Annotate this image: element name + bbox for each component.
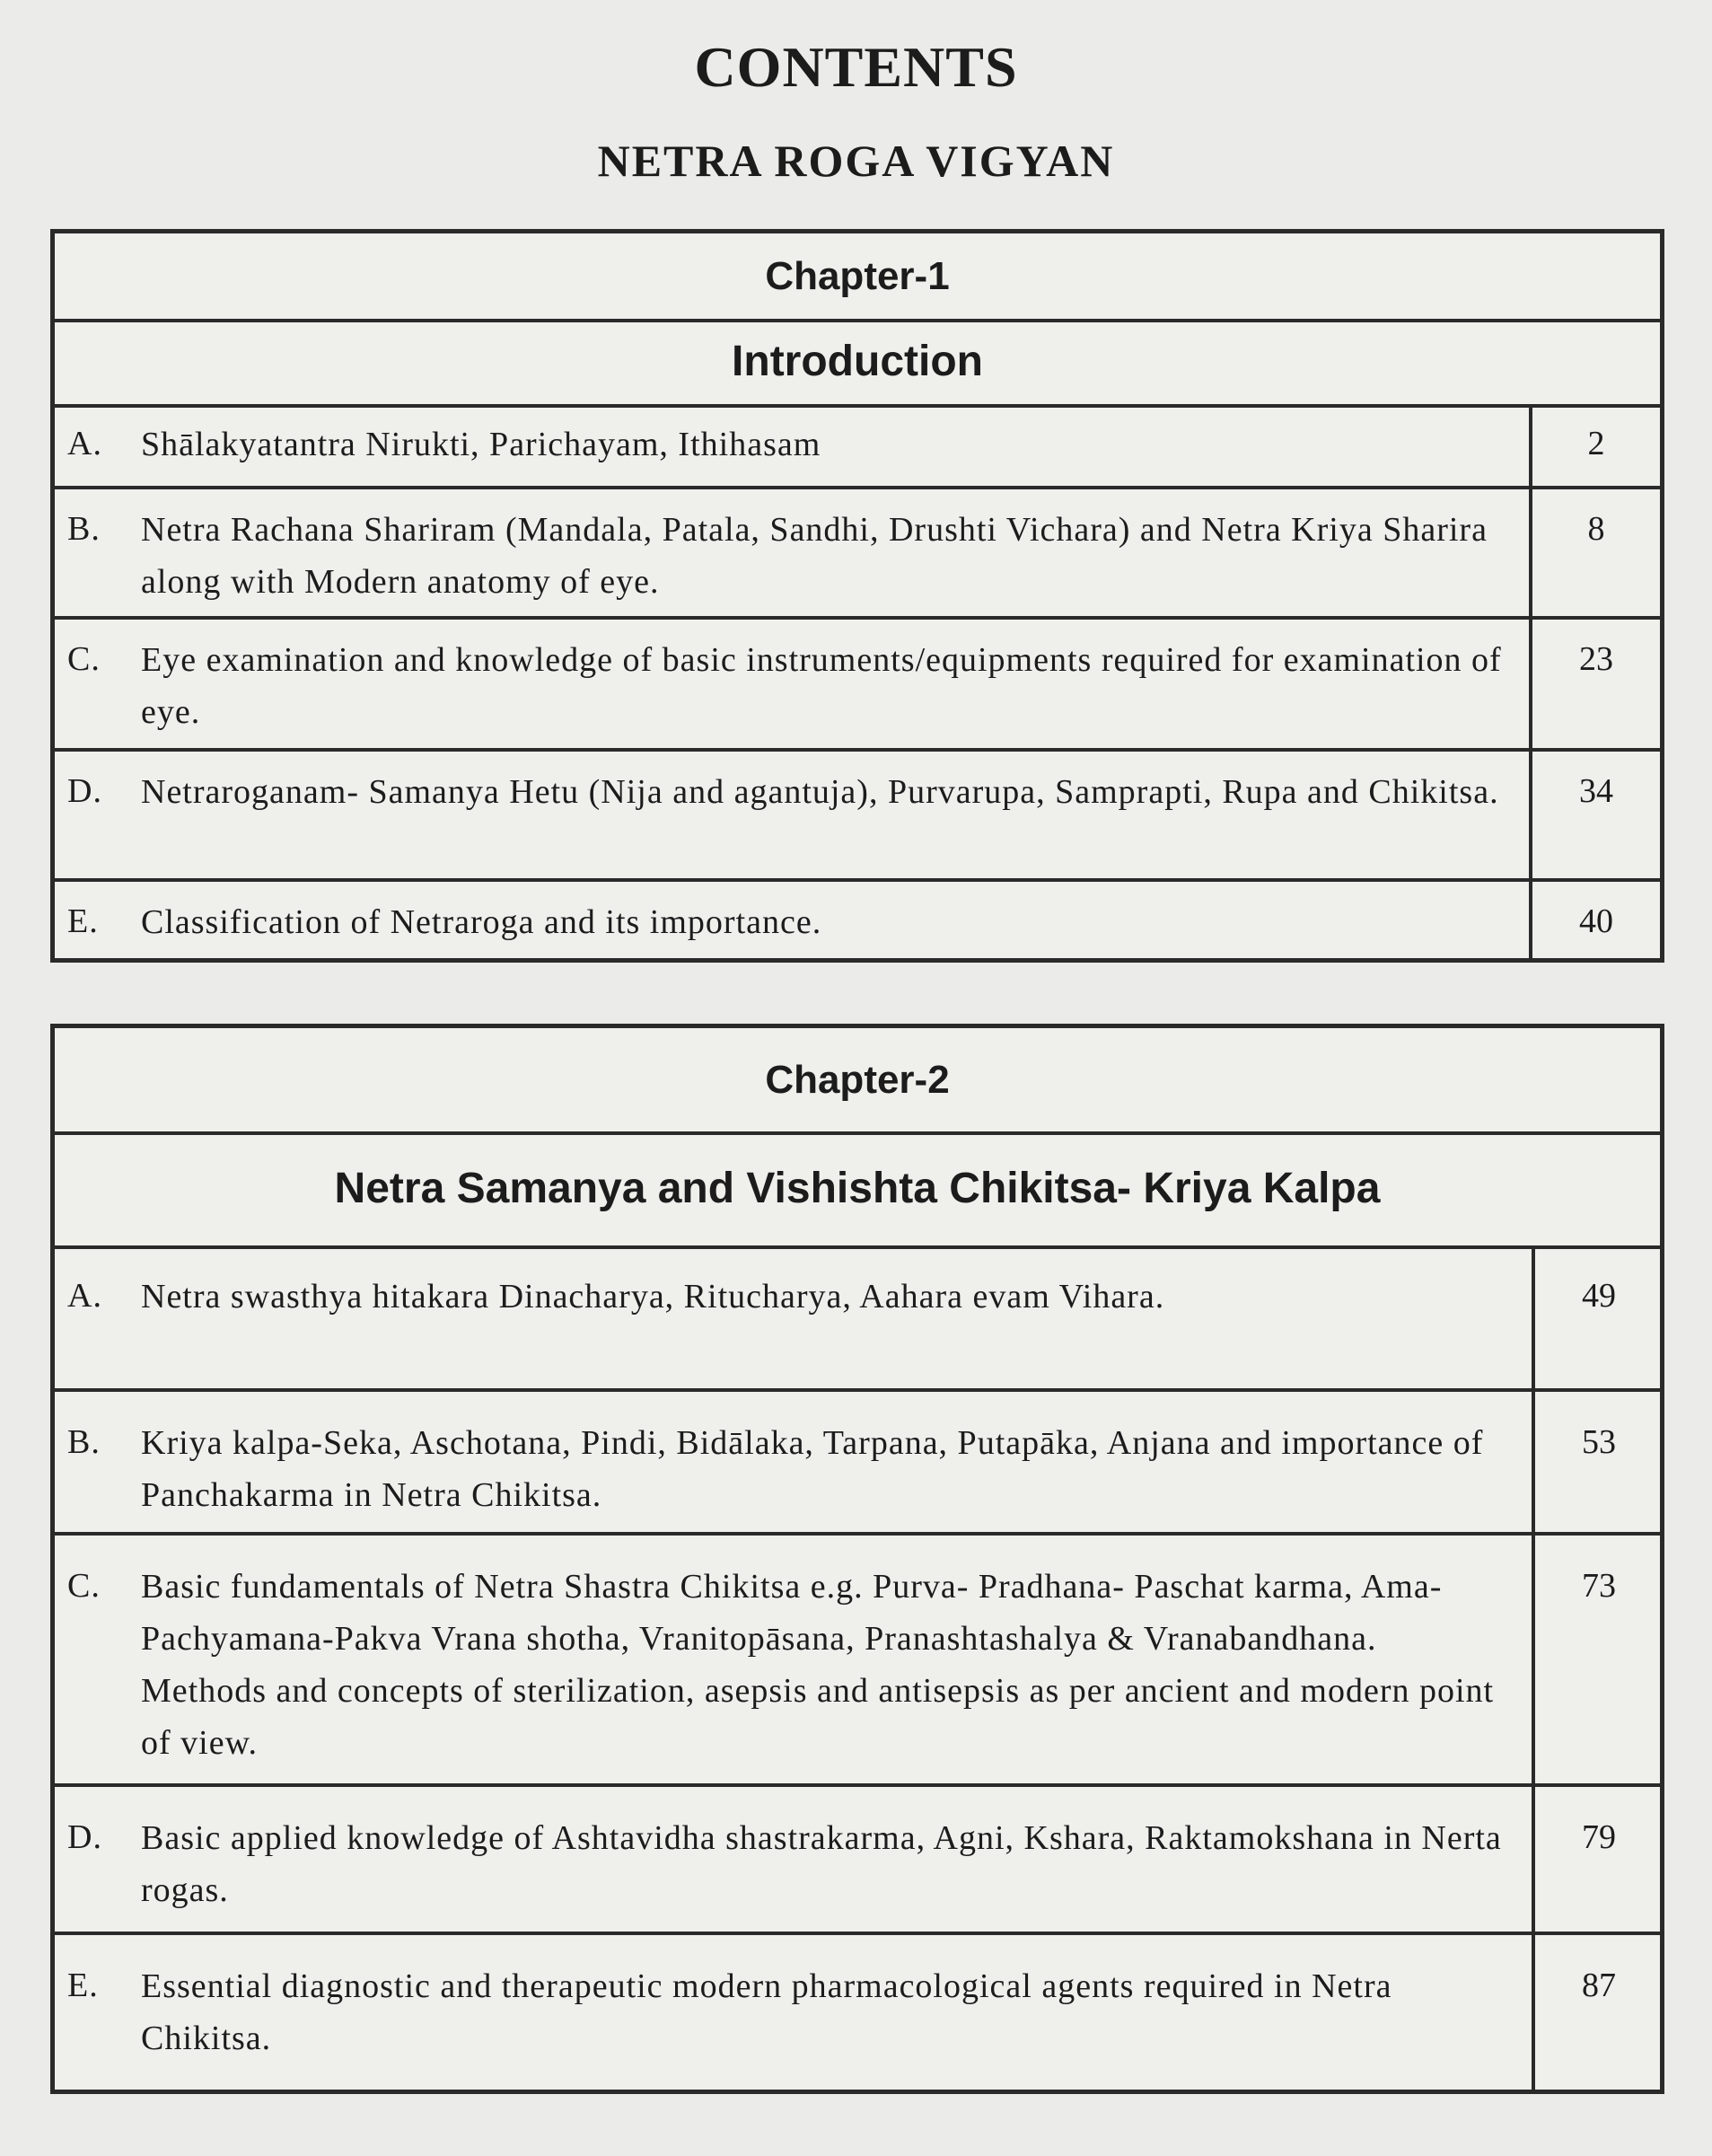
- entry-text: Classification of Netraroga and its importance.: [141, 903, 822, 941]
- entry-text: Netraroganam- Samanya Hetu (Nija and agantuja), Purvarupa, Samprapti, Rupa and Chikitsa.: [141, 773, 1499, 811]
- chapter-2-table: [50, 1024, 1664, 2094]
- toc-entry[interactable]: [55, 1536, 1660, 1787]
- chapter-name: Netra Samanya and Vishishta Chikitsa- Kriya Kalpa: [55, 1131, 1660, 1249]
- toc-entry[interactable]: [55, 1392, 1660, 1536]
- entry-letter: B.: [67, 1423, 101, 1461]
- toc-entry[interactable]: [55, 404, 1660, 489]
- page-number: 8: [1587, 510, 1605, 548]
- chapter-name: Introduction: [55, 319, 1660, 408]
- toc-entry[interactable]: [55, 620, 1660, 752]
- page-subtitle: NETRA ROGA VIGYAN: [597, 136, 1115, 186]
- entry-letter: A.: [67, 1277, 102, 1315]
- entry-letter: E.: [67, 902, 99, 940]
- page-number: 34: [1579, 772, 1613, 810]
- toc-entry[interactable]: [55, 752, 1660, 882]
- chapter-1-table: [50, 229, 1664, 963]
- entry-letter: C.: [67, 1567, 101, 1605]
- entry-text: Kriya kalpa-Seka, Aschotana, Pindi, Bidālaka, Tarpana, Putapāka, Anjana and importance of Panchakarma in Netra Chikitsa.: [141, 1424, 1484, 1514]
- entry-text: Shālakyatantra Nirukti, Parichayam, Ithihasam: [141, 426, 821, 463]
- entry-letter: A.: [67, 425, 102, 462]
- entry-text: Essential diagnostic and therapeutic modern pharmacological agents required in Netra Chikitsa.: [141, 1967, 1392, 2057]
- entry-text: Eye examination and knowledge of basic instruments/equipments required for examination of eye.: [141, 641, 1502, 731]
- page-number: 87: [1582, 1967, 1616, 2004]
- page-number: 79: [1582, 1818, 1616, 1856]
- entry-text: Basic fundamentals of Netra Shastra Chikitsa e.g. Purva- Pradhana- Paschat karma, Ama-Pachyamana-Pakva Vrana shotha, Vranitopāsana, Pranashtashalya & Vranabandhana. Methods and concepts of sterilization, asepsis and antisepsis as per ancient and modern point of view.: [141, 1568, 1495, 1762]
- entry-letter: C.: [67, 640, 101, 678]
- entry-text: Netra Rachana Shariram (Mandala, Patala, Sandhi, Drushti Vichara) and Netra Kriya Sharira along with Modern anatomy of eye.: [141, 511, 1488, 601]
- page-title: CONTENTS: [694, 35, 1018, 99]
- toc-entry[interactable]: [55, 489, 1660, 620]
- chapter-label: Chapter-2: [55, 1028, 1660, 1135]
- toc-entry[interactable]: [55, 1245, 1660, 1392]
- entry-letter: B.: [67, 510, 101, 548]
- toc-entry[interactable]: [55, 882, 1660, 963]
- page-number: 23: [1579, 640, 1613, 678]
- entry-text: Netra swasthya hitakara Dinacharya, Ritucharya, Aahara evam Vihara.: [141, 1278, 1165, 1316]
- page-number: 49: [1582, 1277, 1616, 1315]
- entry-letter: E.: [67, 1967, 99, 2004]
- toc-entry[interactable]: [55, 1787, 1660, 1935]
- entry-letter: D.: [67, 1818, 102, 1856]
- page-number: 40: [1579, 902, 1613, 940]
- entry-letter: D.: [67, 772, 102, 810]
- page-number: 53: [1582, 1423, 1616, 1461]
- toc-entry[interactable]: [55, 1935, 1660, 2090]
- page-number: 73: [1582, 1567, 1616, 1605]
- chapter-label: Chapter-1: [55, 233, 1660, 322]
- entry-text: Basic applied knowledge of Ashtavidha shastrakarma, Agni, Kshara, Raktamokshana in Nerta rogas.: [141, 1819, 1502, 1909]
- page-number: 2: [1587, 425, 1605, 462]
